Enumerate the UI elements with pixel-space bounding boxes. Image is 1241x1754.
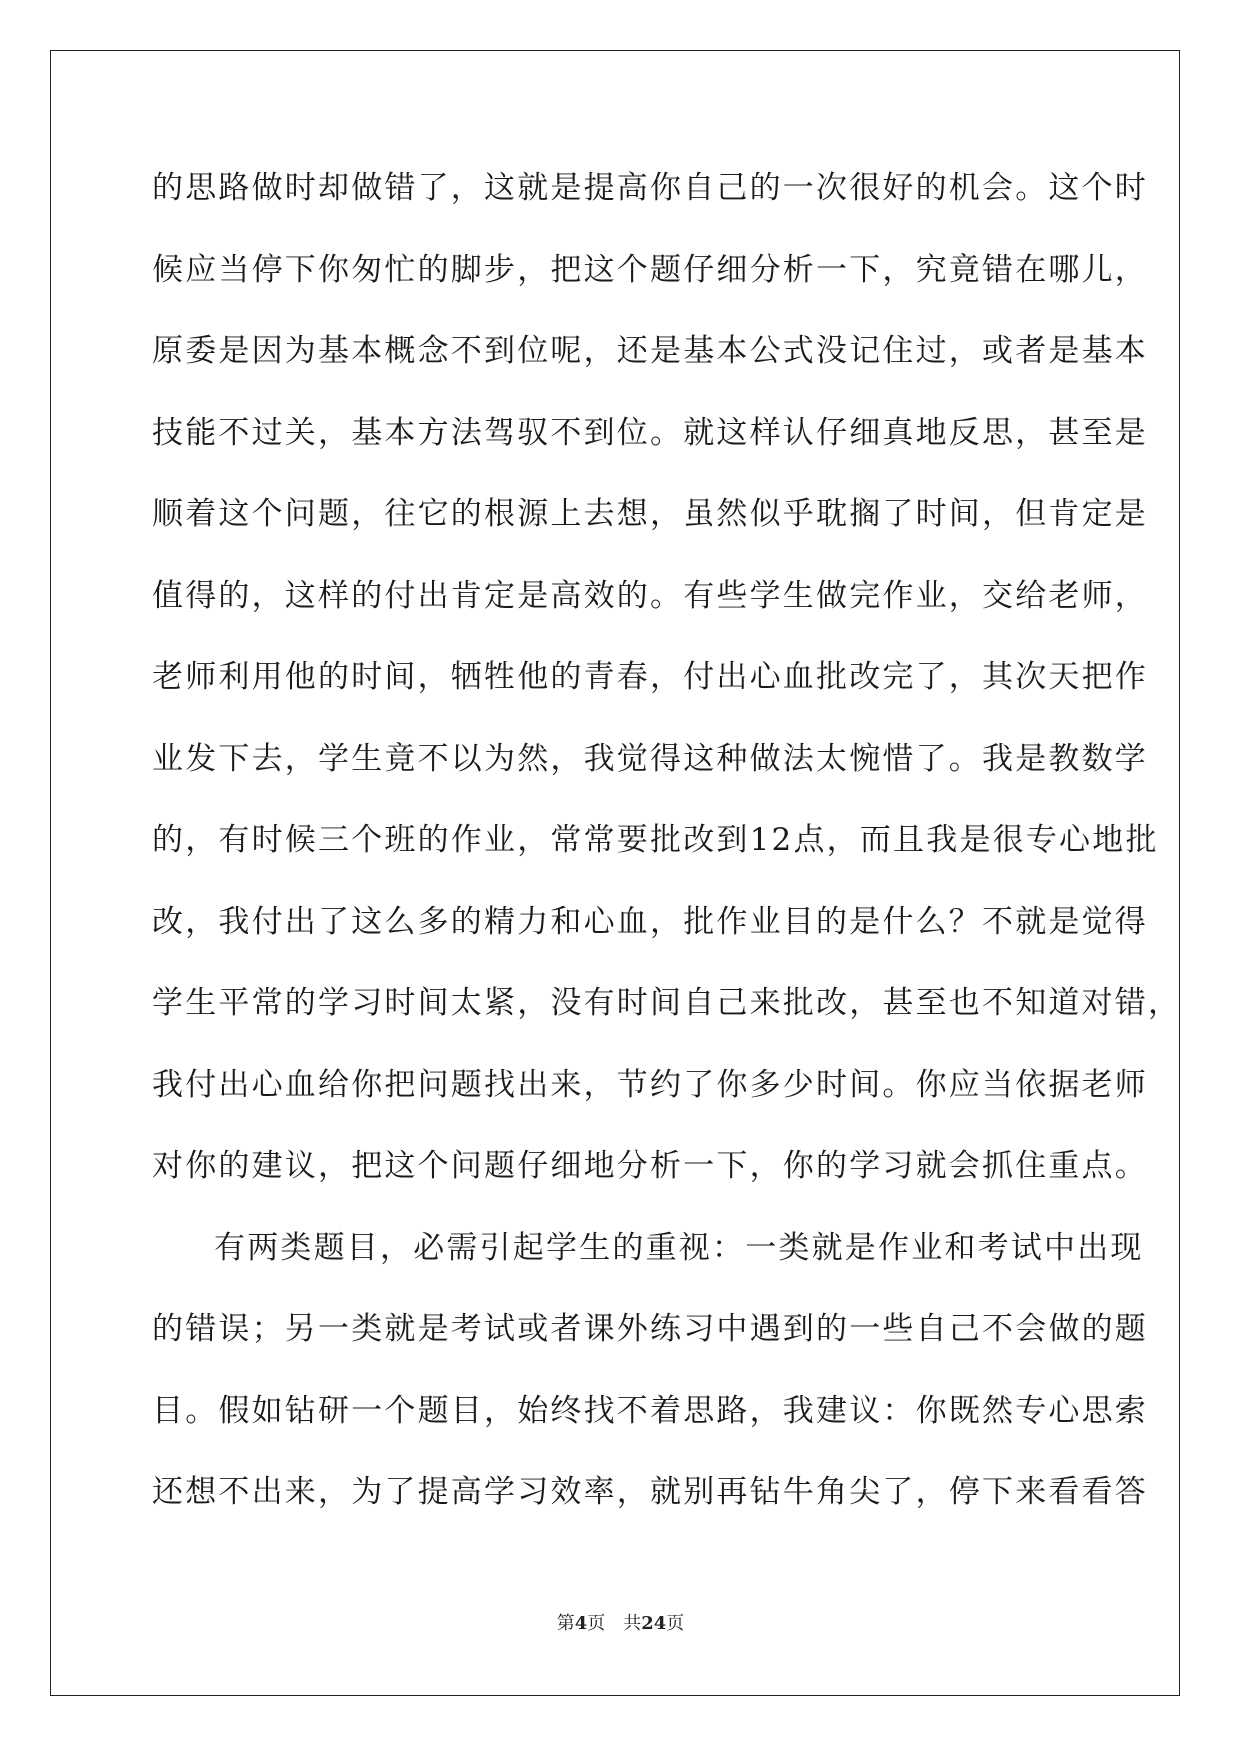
footer-prefix: 第 xyxy=(556,1613,575,1634)
text-line: 老师利用他的时间，牺牲他的青春，付出心血批改完了，其次天把作 xyxy=(152,659,1148,695)
text-line: 的，有时候三个班的作业，常常要批改到12点，而且我是很专心地批 xyxy=(152,822,1159,858)
text-line: 顺着这个问题，往它的根源上去想，虽然似乎耽搁了时间，但肯定是 xyxy=(152,496,1148,532)
text-line: 值得的，这样的付出肯定是高效的。有些学生做完作业，交给老师， xyxy=(152,577,1148,614)
total-page-number: 24 xyxy=(641,1613,667,1634)
footer-mid: 页 共 xyxy=(587,1613,642,1634)
text-line: 原委是因为基本概念不到位呢，还是基本公式没记住过，或者是基本 xyxy=(152,333,1148,369)
text-line: 候应当停下你匆忙的脚步，把这个题仔细分析一下，究竟错在哪儿， xyxy=(152,251,1148,288)
text-line: 还想不出来，为了提高学习效率，就别再钻牛角尖了，停下来看看答 xyxy=(152,1474,1148,1510)
text-line: 我付出心血给你把问题找出来，节约了你多少时间。你应当依据老师 xyxy=(152,1066,1148,1103)
page-footer xyxy=(0,1609,1241,1635)
document-body xyxy=(152,163,1182,1549)
text-line: 业发下去，学生竟不以为然，我觉得这种做法太惋惜了。我是教数学 xyxy=(152,740,1148,777)
text-line: 学生平常的学习时间太紧，没有时间自己来批改，甚至也不知道对错， xyxy=(152,985,1182,1021)
text-line: 对你的建议，把这个问题仔细地分析一下，你的学习就会抓住重点。 xyxy=(152,1148,1148,1184)
text-line: 的思路做时却做错了，这就是提高你自己的一次很好的机会。这个时 xyxy=(152,170,1148,206)
text-line: 改，我付出了这么多的精力和心血，批作业目的是什么？不就是觉得 xyxy=(152,903,1148,940)
text-line: 技能不过关，基本方法驾驭不到位。就这样认仔细真地反思，甚至是 xyxy=(152,414,1148,451)
text-line: 的错误；另一类就是考试或者课外练习中遇到的一些自己不会做的题 xyxy=(152,1311,1148,1347)
footer-suffix: 页 xyxy=(666,1613,685,1634)
text-line: 目。假如钻研一个题目，始终找不着思路，我建议：你既然专心思索 xyxy=(152,1392,1148,1429)
paragraph-start-line: 有两类题目，必需引起学生的重视：一类就是作业和考试中出现 xyxy=(214,1229,1144,1266)
current-page-number: 4 xyxy=(574,1613,588,1634)
